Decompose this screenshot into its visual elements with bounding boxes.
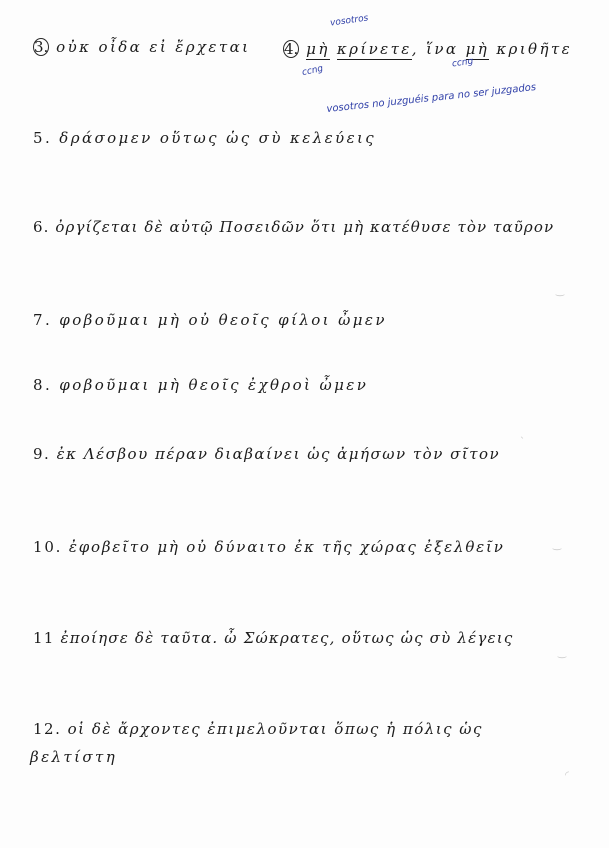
sentence-text: βελτίστη: [30, 748, 118, 766]
sentence-text: οὐκ οἶδα εἰ ἔρχεται: [56, 38, 251, 56]
sentence-number: 10.: [33, 538, 63, 556]
sentence-text: , ἵνα: [411, 40, 459, 58]
sentence-number: 4.: [284, 40, 299, 58]
sentence-3: [33, 38, 250, 56]
sentence-text: κριθῆτε: [496, 40, 573, 58]
sentence-9: [33, 445, 500, 463]
sentence-text: φοβοῦμαι μὴ οὐ θεοῖς φίλοι ὦμεν: [59, 311, 387, 329]
sentence-8: [33, 376, 368, 394]
sentence-number: 8.: [33, 376, 53, 394]
sentence-12: [33, 720, 483, 738]
sentence-text: οἱ δὲ ἄρχοντες ἐπιμελοῦνται ὅπως ἡ πόλις ὡς: [67, 720, 483, 738]
scan-mark: ◜: [565, 770, 569, 781]
scan-mark: ‿: [553, 540, 562, 551]
scan-mark: ˎ: [520, 428, 525, 439]
sentence-7: [33, 311, 387, 329]
sentence-10: [33, 538, 505, 556]
sentence-5: [33, 129, 376, 147]
sentence-6: [33, 218, 554, 236]
sentence-number: 5.: [33, 129, 53, 147]
sentence-text: φοβοῦμαι μὴ θεοῖς ἐχθροὶ ὦμεν: [59, 376, 369, 394]
underlined-word: μὴ: [306, 40, 330, 58]
underlined-word: κρίνετε: [336, 40, 412, 58]
sentence-number: 9.: [33, 445, 51, 463]
sentence-12-continuation: [30, 748, 117, 766]
sentence-number: 3.: [34, 38, 49, 56]
sentence-text: ἐφοβεῖτο μὴ οὐ δύναιτο ἐκ τῆς χώρας ἐξελθεῖν: [68, 538, 505, 556]
sentence-text: ἐποίησε δὲ ταῦτα. ὦ Σώκρατες, οὕτως ὡς σὺ λέγεις: [60, 629, 514, 647]
scan-mark: ‿: [556, 286, 565, 297]
sentence-4: [283, 40, 572, 58]
sentence-11: [33, 629, 513, 647]
sentence-text: δράσομεν οὕτως ὡς σὺ κελεύεις: [59, 129, 377, 147]
annotation-below-krithete: ccng: [451, 56, 474, 70]
sentence-text: ὀργίζεται δὲ αὐτῷ Ποσειδῶν ὅτι μὴ κατέθυσε τὸν ταῦρον: [55, 218, 555, 236]
sentence-number: 11: [33, 629, 55, 647]
sentence-number: 7.: [33, 311, 53, 329]
annotation-below-krinete: ccng: [301, 63, 325, 79]
translation-note: vosotros no juzguéis para no ser juzgados: [326, 82, 537, 115]
scan-mark: ‿: [558, 648, 567, 659]
underlined-word: μὴ: [465, 40, 490, 58]
sentence-text: ἐκ Λέσβου πέραν διαβαίνει ὡς ἀμήσων τὸν σῖτον: [56, 445, 501, 463]
annotation-above-krinete: vosotros: [329, 13, 369, 29]
sentence-number: 6.: [33, 218, 50, 236]
sentence-number: 12.: [33, 720, 62, 738]
